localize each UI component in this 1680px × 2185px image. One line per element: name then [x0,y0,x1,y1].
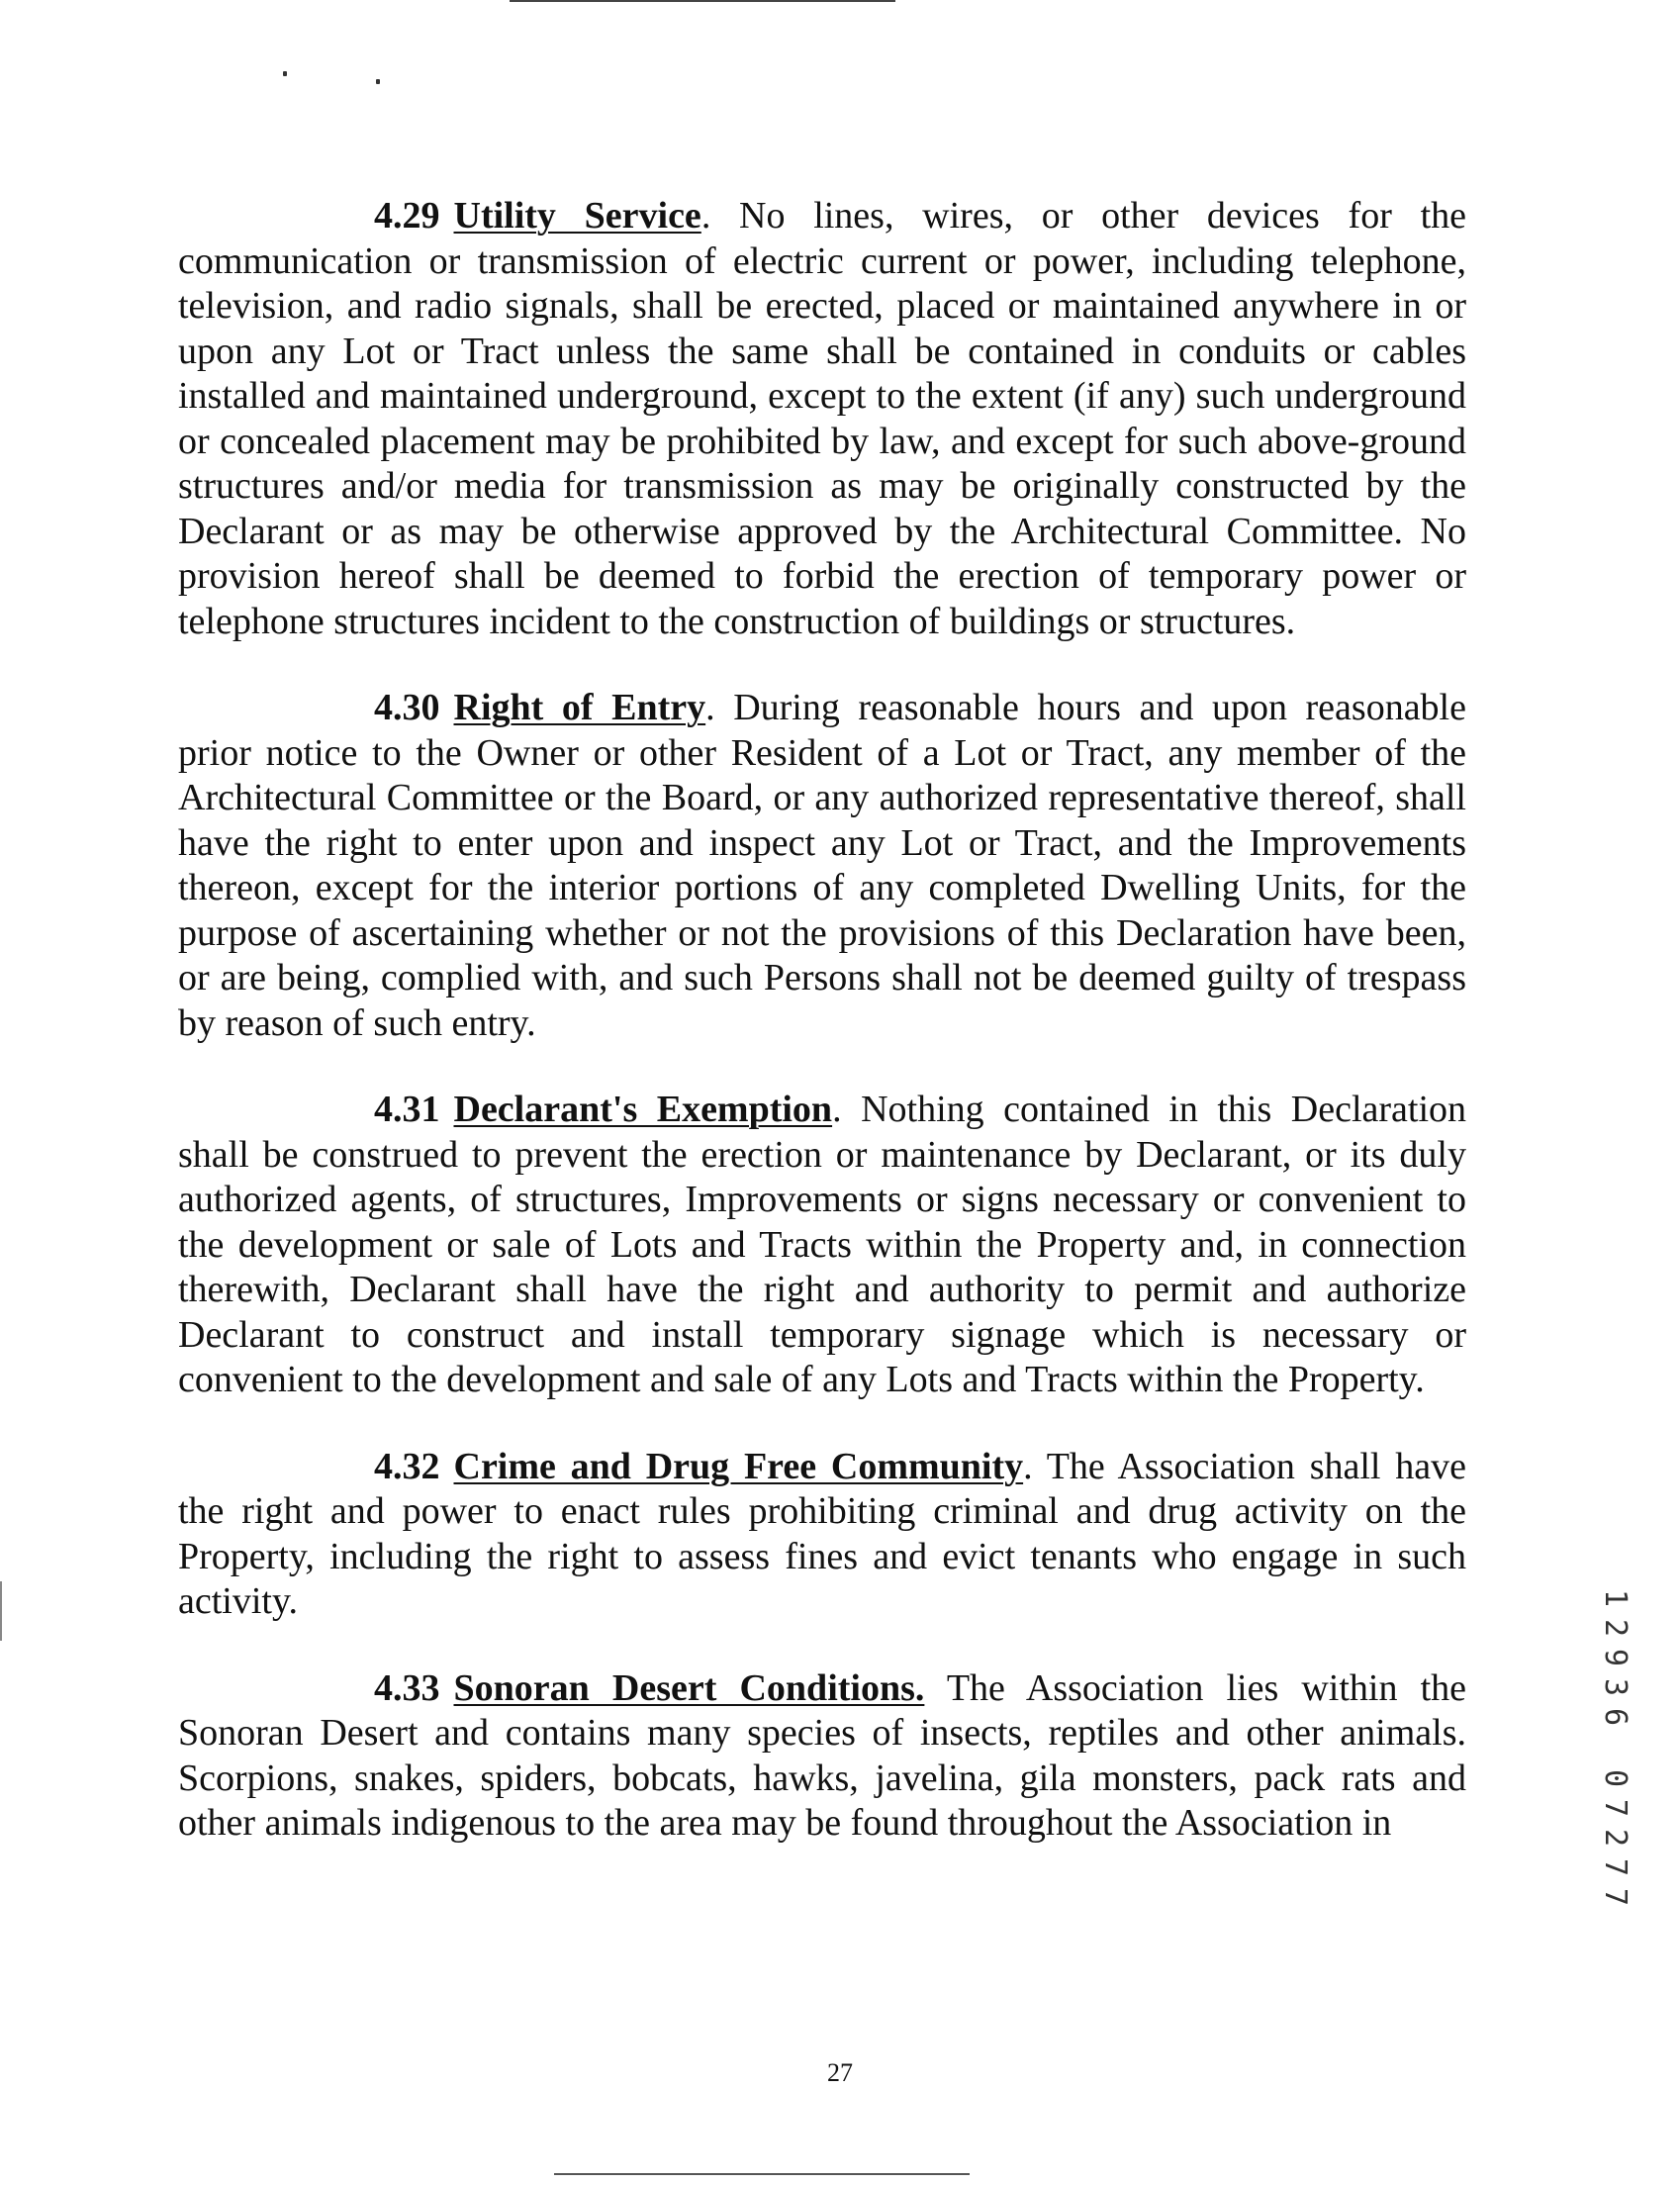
stamp-digit: 7 [1598,1857,1633,1877]
scan-artifact-bottom-line [554,2173,970,2175]
section-body: The Association lies within the Sonoran Desert and contains many species of insects, reptiles and other animals. Scorpions, snakes, spiders, bobcats, hawks, javelina, gila monsters, pack rats and other animals indigenous to the area may be found throughout the Association in [178,1666,1466,1844]
stamp-digit: 3 [1598,1677,1633,1697]
stamp-digit: 6 [1598,1707,1633,1727]
stamp-digit: 7 [1598,1887,1633,1907]
stamp-digit: 2 [1598,1828,1633,1848]
section-number: 4.32 [374,1445,440,1487]
section-heading: Declarant's Exemption [453,1089,833,1130]
section-heading: Right of Entry [453,687,706,728]
section-heading: Utility Service [453,195,701,237]
section-heading: Sonoran Desert Conditions. [453,1666,925,1709]
recording-stamp [1595,1583,1634,1912]
section-number: 4.33 [374,1666,440,1709]
section-4-29 [178,194,1466,644]
section-4-30 [178,686,1466,1046]
section-heading: Crime and Drug Free Community [453,1445,1024,1487]
section-number: 4.31 [374,1089,440,1130]
scan-artifact-dot [376,79,380,84]
section-body: The Association shall have the right and power to enact rules prohibiting criminal and drug activity on the Property, including the right to assess fines and evict tenants who engage in such activity. [178,1445,1466,1622]
scan-artifact-dot [283,71,287,76]
stamp-digit: 7 [1598,1798,1633,1818]
scan-artifact-edge-mark [0,1581,2,1641]
stamp-digit: 9 [1598,1648,1633,1667]
section-body: Nothing contained in this Declaration shall be construed to prevent the erection or maintenance by Declarant, or its duly authorized agents, of structures, Improvements or signs necessary or convenient to the development or sale of Lots and Tracts within the Property and, in connection therewith, Declarant shall have the right and authority to permit and authorize Declarant to construct and install temporary signage which is necessary or convenient to the development and sale of any Lots and Tracts within the Property. [178,1089,1467,1400]
section-number: 4.29 [374,195,440,237]
page-number: 27 [827,2058,853,2087]
section-4-33 [178,1666,1466,1847]
section-4-32 [178,1445,1466,1625]
heading-period: . [705,687,715,728]
heading-period: . [700,195,711,237]
heading-period: . [832,1089,842,1130]
heading-period: . [1023,1445,1033,1487]
scan-artifact-top-line [510,0,895,2]
stamp-digit: 2 [1598,1618,1633,1638]
section-body: No lines, wires, or other devices for the communication or transmission of electric current or power, including telephone, television, and radio signals, shall be erected, placed or maintained anywhere in or upon any Lot or Tract unless the same shall be contained in conduits or cables installed and maintained underground, except to the extent (if any) such underground or concealed placement may be prohibited by law, and except for such above-ground structures and/or media for transmission as may be originally constructed by the Declarant or as may be otherwise approved by the Architectural Committee. No provision hereof shall be deemed to forbid the erection of temporary power or telephone structures incident to the construction of buildings or structures. [178,195,1466,642]
document-page [178,194,1466,1888]
section-4-31 [178,1088,1466,1403]
section-number: 4.30 [374,687,440,728]
section-body: During reasonable hours and upon reasonable prior notice to the Owner or other Resident of a Lot or Tract, any member of the Architectural Committee or the Board, or any authorized representative thereof, shall have the right to enter upon and inspect any Lot or Tract, and the Improvements thereon, except for the interior portions of any completed Dwelling Units, for the purpose of ascertaining whether or not the provisions of this Declaration have been, or are being, complied with, and such Persons shall not be deemed guilty of trespass by reason of such entry. [178,687,1466,1044]
stamp-digit: 1 [1598,1588,1633,1608]
stamp-digit: 0 [1598,1768,1633,1788]
